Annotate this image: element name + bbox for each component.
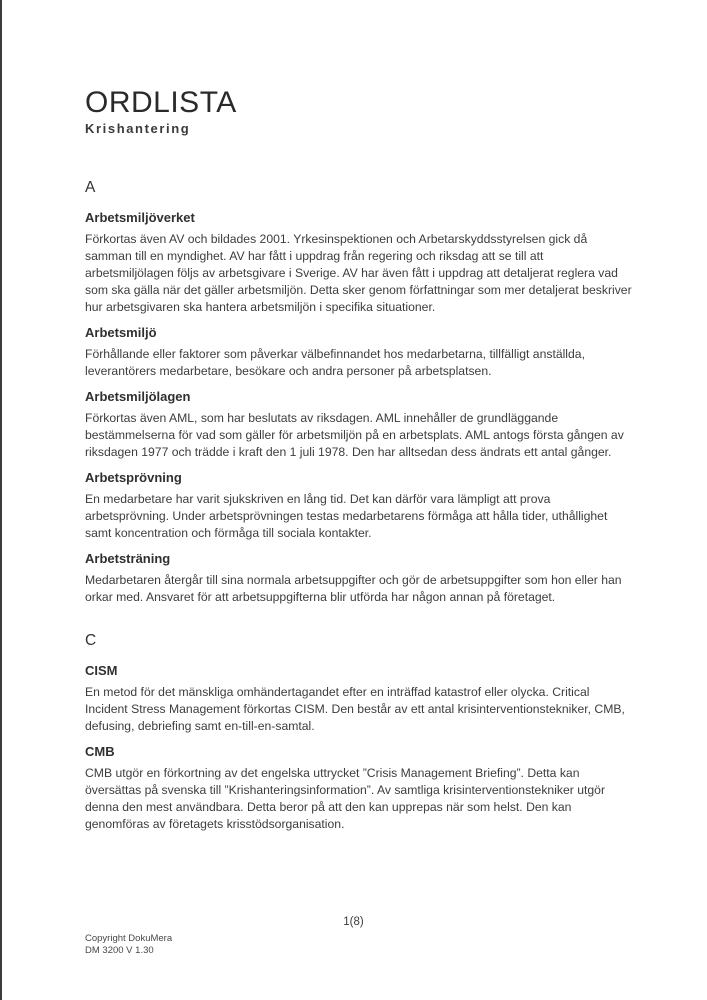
document-content — [85, 86, 632, 842]
page-number: 1(8) — [343, 916, 364, 928]
entry-definition: Förhållande eller faktorer som påverkar välbefinnandet hos medarbetarna, tillfälligt anställda, leverantörers medarbetare, besökare och andra personer på arbetsplatsen. — [85, 347, 585, 378]
glossary-entry — [85, 325, 632, 380]
section-letter: A — [85, 179, 96, 196]
page-subtitle: Krishantering — [85, 121, 191, 136]
glossary-section — [85, 632, 632, 833]
copyright-block — [85, 933, 172, 956]
left-edge-line — [0, 0, 2, 1000]
glossary-entry — [85, 210, 632, 316]
section-letter: C — [85, 632, 97, 649]
glossary-entry — [85, 551, 632, 606]
glossary-entry — [85, 744, 632, 833]
glossary-entry — [85, 663, 632, 735]
page-title: ORDLISTA — [85, 86, 237, 119]
glossary-section — [85, 179, 632, 606]
entry-term: Arbetsmiljö — [85, 325, 157, 340]
copyright-line: Copyright DokuMera — [85, 933, 173, 944]
entry-definition: Förkortas även AML, som har beslutats av riksdagen. AML innehåller de grundläggande bestämmelserna för vad som gäller för arbetsmiljön på en arbetsplats. AML antogs första gången av riksdagen 1977 och trädde i kraft den 1 juli 1978. Den har alltsedan dess ändrats ett antal gånger. — [85, 411, 624, 459]
glossary-sections — [85, 179, 632, 833]
version-line: DM 3200 V 1.30 — [85, 944, 154, 956]
glossary-entry — [85, 389, 632, 461]
entry-definition: CMB utgör en förkortning av det engelska uttrycket ”Crisis Management Briefing”. Detta kan översättas på svenska till ”Krishanteringsinformation”. Av samtliga krisinterventionstekniker utgör denna den mest användbara. Detta beror på att den kan upprepas när som helst. Den kan genomföras av företagets krisstödsorganisation. — [85, 766, 606, 831]
glossary-entry — [85, 470, 632, 542]
entry-definition: Förkortas även AV och bildades 2001. Yrkesinspektionen och Arbetarskyddsstyrelsen gick då samman till en myndighet. AV har fått i uppdrag från regering och riksdag att se till att arbetsmiljölagen följs av arbetsgivare i Sverige. AV har även fått i uppdrag att detaljerat reglera vad som ska gälla när det gäller arbetsmiljön. Detta sker genom författningar som mer detaljerat beskriver hur arbetsgivaren ska hantera arbetsmiljön i specifika situationer. — [85, 232, 632, 314]
entry-term: Arbetsträning — [85, 551, 171, 566]
entry-term: Arbetsprövning — [85, 470, 182, 485]
entry-term: CISM — [85, 663, 118, 678]
entry-definition: En medarbetare har varit sjukskriven en lång tid. Det kan därför vara lämpligt att prova arbetsprövning. Under arbetsprövningen testas medarbetarens förmåga att hålla tider, uthållighet samt koncentration och förmåga till sociala kontakter. — [85, 492, 608, 540]
entry-definition: En metod för det mänskliga omhändertagandet efter en inträffad katastrof eller olycka. Critical Incident Stress Management förkortas CISM. Den består av ett antal krisinterventionstekniker, CMB, defusing, debriefing samt en-till-en-samtal. — [85, 685, 625, 733]
entry-term: Arbetsmiljölagen — [85, 389, 191, 404]
entry-term: Arbetsmiljöverket — [85, 210, 195, 225]
entry-definition: Medarbetaren återgår till sina normala arbetsuppgifter och gör de arbetsuppgifter som hon eller han orkar med. Ansvaret för att arbetsuppgifterna blir utförda har någon annan på företaget. — [85, 573, 622, 604]
entry-term: CMB — [85, 744, 115, 759]
